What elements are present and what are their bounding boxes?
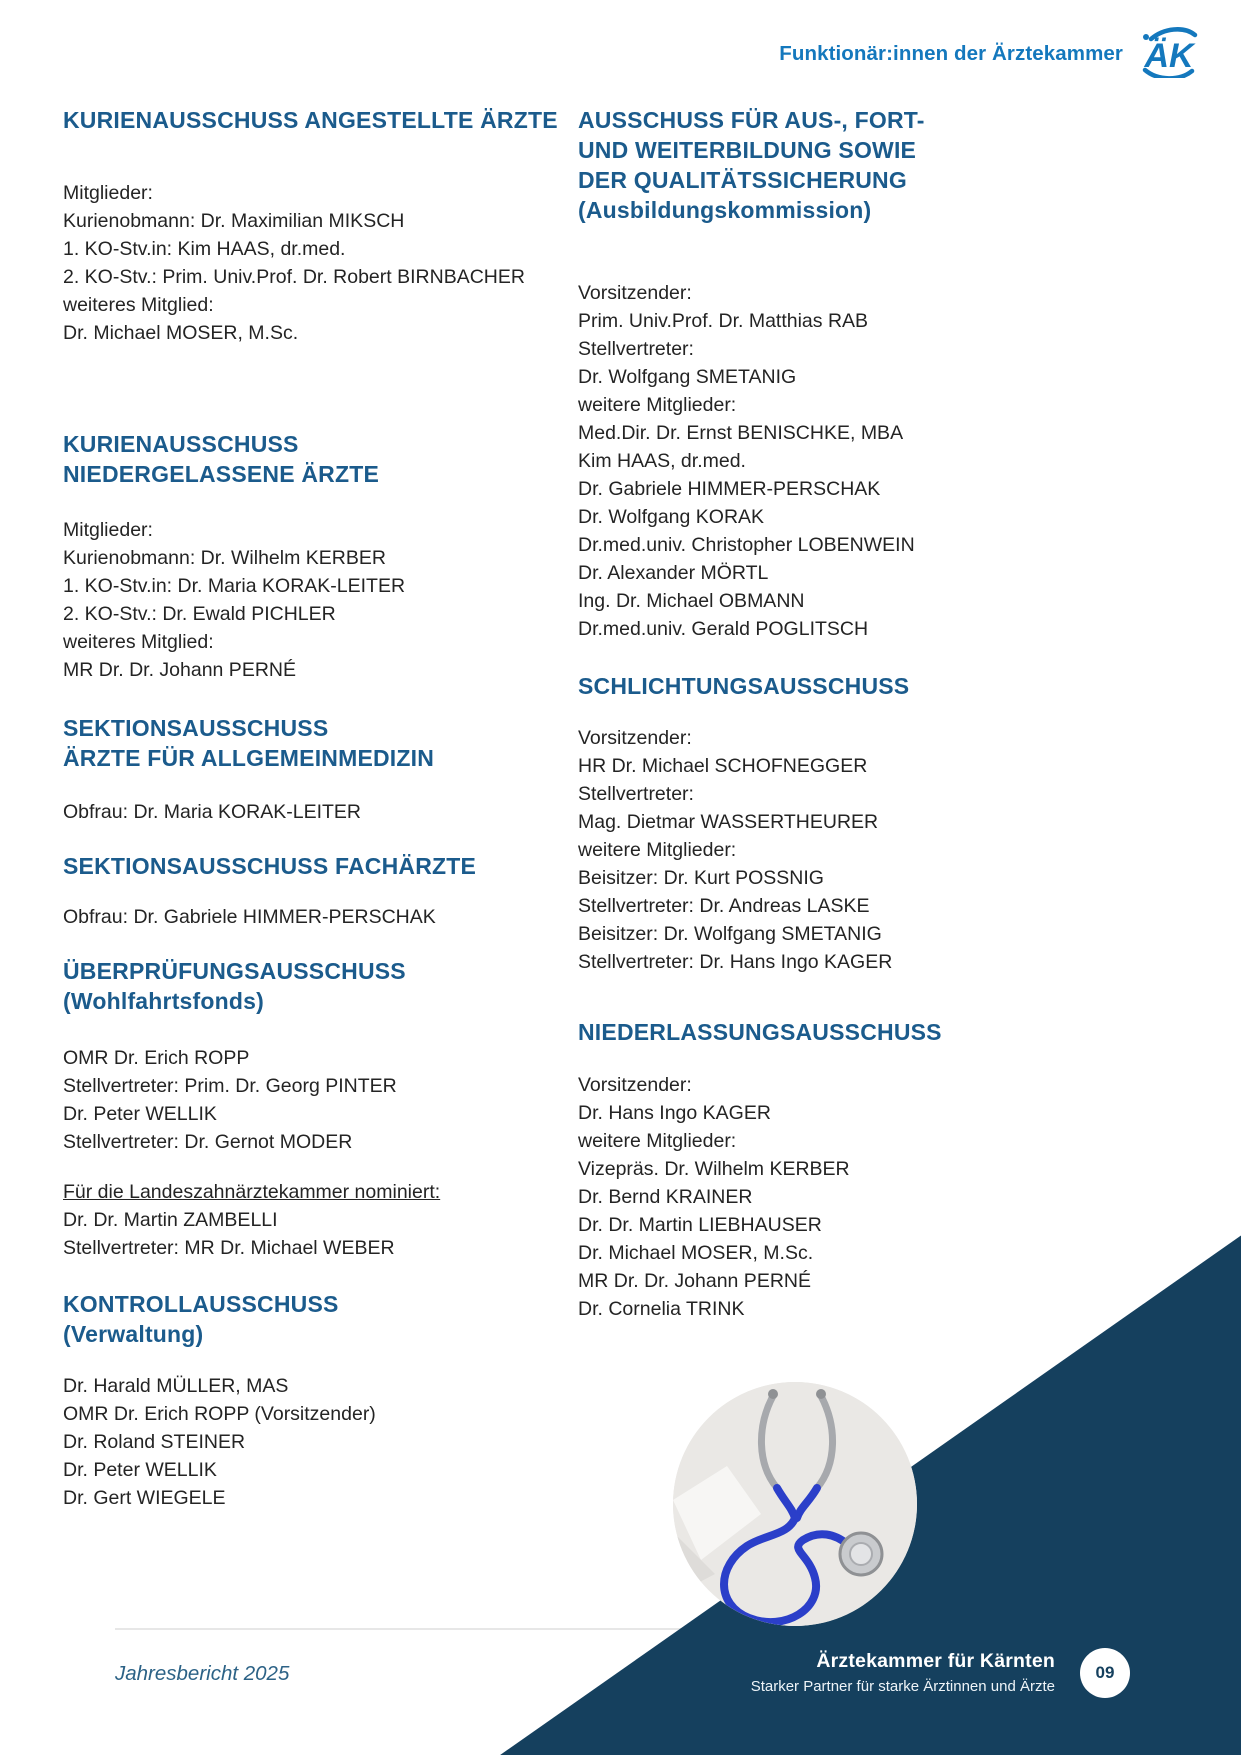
member-line: Mitglieder: <box>63 519 153 541</box>
page-number-badge <box>1080 1648 1130 1698</box>
member-line: Vorsitzender: <box>578 727 692 749</box>
heading-line: SEKTIONSAUSSCHUSS <box>63 715 329 741</box>
member-line: Dr. Dr. Martin ZAMBELLI <box>63 1209 278 1231</box>
member-line: weitere Mitglieder: <box>578 1130 737 1152</box>
section-niederlassungsausschuss <box>578 1017 1178 1323</box>
member-line: Dr.med.univ. Gerald POGLITSCH <box>578 618 869 640</box>
member-line: weiteres Mitglied: <box>63 631 214 653</box>
member-line: Mitglieder: <box>63 182 153 204</box>
member-line: Stellvertreter: <box>578 783 694 805</box>
member-line: HR Dr. Michael SCHOFNEGGER <box>578 755 868 777</box>
member-line: Vorsitzender: <box>578 282 692 304</box>
report-label: Jahresbericht 2025 <box>115 1662 290 1685</box>
heading-line: ÄRZTE FÜR ALLGEMEINMEDIZIN <box>63 745 435 771</box>
member-line: Dr. Roland STEINER <box>63 1431 246 1453</box>
section-sektionsausschuss-allgemeinmedizin <box>63 713 563 826</box>
section-kurienausschuss-niedergelassene-aerzte <box>63 429 563 684</box>
heading-line: (Verwaltung) <box>63 1321 204 1347</box>
section-members <box>63 1044 563 1156</box>
member-line: Dr. Michael MOSER, M.Sc. <box>63 322 299 344</box>
member-line: Mag. Dietmar WASSERTHEURER <box>578 811 879 833</box>
member-line: 1. KO-Stv.in: Kim HAAS, dr.med. <box>63 238 346 260</box>
member-line: Beisitzer: Dr. Kurt POSSNIG <box>578 867 824 889</box>
heading-line: NIEDERGELASSENE ÄRZTE <box>63 461 380 487</box>
member-line: Dr. Peter WELLIK <box>63 1103 217 1125</box>
section-sektionsausschuss-fachaerzte <box>63 851 563 931</box>
section-heading <box>578 105 1178 225</box>
nominated-note <box>63 1178 563 1262</box>
stethoscope-photo <box>673 1382 917 1626</box>
member-line: Stellvertreter: Dr. Gernot MODER <box>63 1131 353 1153</box>
member-line: Dr. Dr. Martin LIEBHAUSER <box>578 1214 822 1236</box>
page-header <box>779 24 1199 83</box>
page-number: 09 <box>1095 1663 1115 1682</box>
right-column <box>578 0 1178 1323</box>
member-line: Prim. Univ.Prof. Dr. Matthias RAB <box>578 310 869 332</box>
section-members <box>63 903 563 931</box>
section-heading <box>63 105 563 135</box>
member-line: 1. KO-Stv.in: Dr. Maria KORAK-LEITER <box>63 575 406 597</box>
member-line: Stellvertreter: Dr. Hans Ingo KAGER <box>578 951 893 973</box>
section-heading <box>578 671 1178 701</box>
footer-org-name: Ärztekammer für Kärnten <box>816 1650 1055 1672</box>
member-line: Vorsitzender: <box>578 1074 692 1096</box>
nominated-members <box>63 1206 563 1262</box>
member-line: Med.Dir. Dr. Ernst BENISCHKE, MBA <box>578 422 904 444</box>
heading-line: KURIENAUSSCHUSS <box>63 431 299 457</box>
member-line: OMR Dr. Erich ROPP <box>63 1047 250 1069</box>
section-kontrollausschuss <box>63 1289 563 1512</box>
member-line: MR Dr. Dr. Johann PERNÉ <box>578 1270 811 1292</box>
section-members <box>63 179 563 347</box>
member-line: weitere Mitglieder: <box>578 394 737 416</box>
heading-line: UND WEITERBILDUNG SOWIE <box>578 137 917 163</box>
member-line: Kurienobmann: Dr. Wilhelm KERBER <box>63 547 386 569</box>
member-line: Beisitzer: Dr. Wolfgang SMETANIG <box>578 923 882 945</box>
svg-text:ÄK: ÄK <box>1144 37 1194 75</box>
heading-line: (Ausbildungskommission) <box>578 197 872 223</box>
section-members <box>578 279 1178 643</box>
section-heading <box>578 1017 1178 1047</box>
member-line: Kurienobmann: Dr. Maximilian MIKSCH <box>63 210 405 232</box>
section-members <box>63 1372 563 1512</box>
member-line: Dr.med.univ. Christopher LOBENWEIN <box>578 534 915 556</box>
section-members <box>63 798 563 826</box>
member-line: Stellvertreter: <box>578 338 694 360</box>
member-line: Obfrau: Dr. Maria KORAK-LEITER <box>63 801 361 823</box>
member-line: Dr. Gert WIEGELE <box>63 1487 226 1509</box>
section-ueberpruefungsausschuss <box>63 956 563 1262</box>
member-line: Vizepräs. Dr. Wilhelm KERBER <box>578 1158 850 1180</box>
member-line: Dr. Alexander MÖRTL <box>578 562 769 584</box>
member-line: Dr. Hans Ingo KAGER <box>578 1102 771 1124</box>
section-heading <box>63 956 563 1016</box>
heading-line: ÜBERPRÜFUNGSAUSSCHUSS <box>63 958 406 984</box>
heading-line: (Wohlfahrtsfonds) <box>63 988 265 1014</box>
member-line: 2. KO-Stv.: Dr. Ewald PICHLER <box>63 603 336 625</box>
member-line: Ing. Dr. Michael OBMANN <box>578 590 805 612</box>
member-line: Dr. Cornelia TRINK <box>578 1298 745 1320</box>
section-heading <box>63 429 563 489</box>
member-line: Stellvertreter: Prim. Dr. Georg PINTER <box>63 1075 397 1097</box>
heading-line: NIEDERLASSUNGSAUSSCHUSS <box>578 1019 942 1045</box>
member-line: Stellvertreter: Dr. Andreas LASKE <box>578 895 870 917</box>
section-members <box>578 724 1178 976</box>
member-line: weitere Mitglieder: <box>578 839 737 861</box>
section-members <box>63 516 563 684</box>
member-line: Kim HAAS, dr.med. <box>578 450 746 472</box>
heading-line: DER QUALITÄTSSICHERUNG <box>578 167 907 193</box>
heading-line: KONTROLLAUSSCHUSS <box>63 1291 339 1317</box>
member-line: Obfrau: Dr. Gabriele HIMMER-PERSCHAK <box>63 906 436 928</box>
member-line: Dr. Gabriele HIMMER-PERSCHAK <box>578 478 881 500</box>
member-line: OMR Dr. Erich ROPP (Vorsitzender) <box>63 1403 376 1425</box>
left-column <box>63 0 563 1512</box>
member-line: Dr. Harald MÜLLER, MAS <box>63 1375 289 1397</box>
aek-logo-icon <box>1137 24 1199 83</box>
section-members <box>578 1071 1178 1323</box>
member-line: Dr. Wolfgang SMETANIG <box>578 366 797 388</box>
member-line: 2. KO-Stv.: Prim. Univ.Prof. Dr. Robert BIRNBACHER <box>63 266 525 288</box>
section-kurienausschuss-angestellte-aerzte <box>63 105 563 347</box>
member-line: MR Dr. Dr. Johann PERNÉ <box>63 659 296 681</box>
section-heading <box>63 851 563 881</box>
nominated-heading: Für die Landeszahnärztekammer nominiert: <box>63 1181 441 1203</box>
member-line: weiteres Mitglied: <box>63 294 214 316</box>
member-line: Dr. Peter WELLIK <box>63 1459 217 1481</box>
member-line: Stellvertreter: MR Dr. Michael WEBER <box>63 1237 395 1259</box>
header-title: Funktionär:innen der Ärztekammer <box>779 41 1123 65</box>
member-line: Dr. Bernd KRAINER <box>578 1186 753 1208</box>
member-line: Dr. Wolfgang KORAK <box>578 506 765 528</box>
section-schlichtungsausschuss <box>578 671 1178 976</box>
section-ausschuss-aus-fort-weiterbildung <box>578 105 1178 643</box>
section-heading <box>63 1289 563 1349</box>
heading-line: SEKTIONSAUSSCHUSS FACHÄRZTE <box>63 853 477 879</box>
member-line: Dr. Michael MOSER, M.Sc. <box>578 1242 814 1264</box>
heading-line: AUSSCHUSS FÜR AUS-, FORT- <box>578 107 925 133</box>
heading-line: KURIENAUSSCHUSS ANGESTELLTE ÄRZTE <box>63 107 558 133</box>
section-heading <box>63 713 563 773</box>
heading-line: SCHLICHTUNGSAUSSCHUSS <box>578 673 910 699</box>
footer-org-tagline: Starker Partner für starke Ärztinnen und Ärzte <box>750 1678 1055 1695</box>
